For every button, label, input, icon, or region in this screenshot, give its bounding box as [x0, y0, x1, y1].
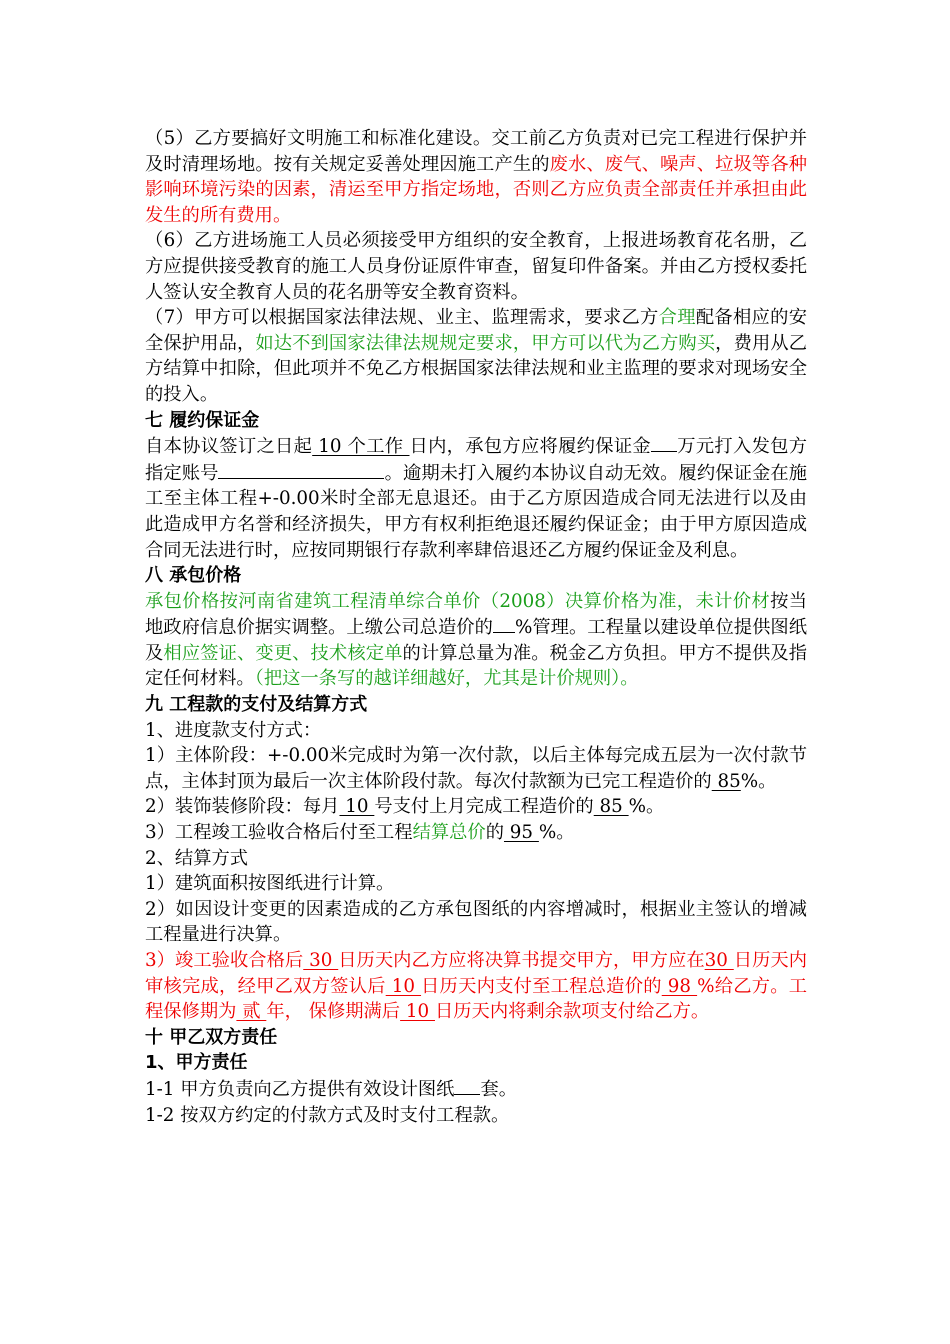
clause-5-text: （5）乙方要搞好文明施工和标准化建设。交工前乙方负责对已完工程进行保护并及时清理场地。按有关规定妥善处理因施工产生的	[145, 128, 807, 175]
s9-l2-value: 85	[711, 770, 741, 792]
section-10-subheading: 1、甲方责任	[145, 1052, 248, 1074]
clause-5-highlight: 废水、废气、噪声、垃圾等各种影响环境污染的因素，清运至甲方指定场地，否则乙方应负责全部责任并承担由此发生的所有费用。	[145, 153, 808, 226]
s9-line-1: 1、进度款支付方式：	[145, 719, 322, 741]
s9-r-text-6: 年， 保修期满后	[266, 1001, 401, 1023]
clause-7-green-1: 合理	[658, 307, 696, 329]
s9-l4-text: 3）工程竣工验收合格后付至工程	[145, 822, 413, 844]
s8-green-2: 未计价材	[695, 590, 771, 612]
clause-7-text-2: 配备相应的安全保护用品，	[145, 307, 808, 354]
s9-line-6: 1）建筑面积按图纸进行计算。	[145, 873, 395, 895]
s9-line-3	[145, 794, 807, 820]
s8-text-2: %管理。工程量以建设单位提供图纸及	[145, 617, 807, 664]
s9-l3-end: %。	[628, 796, 665, 818]
s9-line-8	[145, 948, 807, 1025]
s10-l1-text: 1-1 甲方负责向乙方提供有效设计图纸	[145, 1078, 455, 1100]
clause-7	[145, 305, 807, 407]
s9-r-text-4: 日历天内支付至工程总造价的	[421, 975, 662, 997]
clause-7-green-2: 如达不到国家法律法规规定要求，甲方可以代为乙方购买	[255, 332, 716, 354]
s8-green-4: （把这一条写的越详细越好，尤其是计价规则）。	[254, 668, 639, 690]
s8-text-3: 的计算总量为准。税金乙方负担。甲方不提供及指定任何材料。	[145, 642, 808, 690]
s8-green-1: 承包价格按河南省建筑工程清单综合单价（2008）决算价格为准，	[145, 590, 696, 612]
s9-l4-green: 结算总价	[412, 822, 486, 844]
clause-7-text: （7）甲方可以根据国家法律法规、业主、监理需求，要求乙方	[145, 307, 659, 329]
section-8-body	[145, 589, 807, 692]
clause-7-text-3: ，费用从乙方结算中扣除，但此项并不免乙方根据国家法律法规和业主监理的要求对现场安全的投入。	[145, 332, 808, 405]
s9-r-value-1: 30	[303, 950, 339, 971]
s9-l3-day: 10	[339, 796, 375, 818]
s9-l3-text-2: 号支付上月完成工程造价的	[374, 796, 594, 818]
document-body	[145, 126, 807, 1128]
s7-days-blank: 10 个工作	[312, 436, 410, 458]
section-7-heading: 七 履约保证金	[145, 409, 260, 431]
s7-text-2: 日内，承包方应将履约保证金	[409, 436, 651, 458]
s9-l3-value: 85	[593, 796, 629, 818]
s7-text-3: 万元打入发包方指定账号	[145, 436, 808, 484]
s9-l4-value: 95	[503, 822, 539, 844]
s9-l3-text: 2）装饰装修阶段：每月	[145, 796, 340, 818]
s9-r-text-7: 日历天内将剩余款项支付给乙方。	[434, 1001, 710, 1023]
s9-l2-text: 1）主体阶段：+-0.00米完成时为第一次付款，以后主体每完成五层为一次付款节点，主体封顶为最后一次主体阶段付款。每次付款额为已完工程造价的	[145, 745, 807, 792]
section-10-heading: 十 甲乙双方责任	[145, 1026, 278, 1048]
s8-text-1: 按当地政府信息价据实调整。上缴公司总造价的	[145, 590, 808, 639]
s9-r-text-5: %给乙方。工程保修期为	[145, 975, 808, 1023]
section-7-body	[145, 433, 807, 563]
s9-line-2	[145, 743, 807, 794]
s9-line-5: 2、结算方式	[145, 847, 249, 869]
clause-5	[145, 126, 807, 228]
section-9-heading: 九 工程款的支付及结算方式	[145, 694, 368, 716]
s10-line-2: 1-2 按双方约定的付款方式及时支付工程款。	[145, 1104, 510, 1126]
s7-text-4: 。逾期未打入履约本协议自动无效。履约保证金在施工至主体工程+-0.00米时全部无息退还。由于乙方原因造成合同无法进行以及由此造成甲方名誉和经济损失，甲方有权利拒绝退还履约保证金；由于甲方原因造成合同无法进行时，应按同期银行存款利率肆倍退还乙方履约保证金及利息。	[145, 462, 808, 561]
clause-6: （6）乙方进场施工人员必须接受甲方组织的安全教育，上报进场教育花名册，乙方应提供接受教育的施工人员身份证原件审查，留复印件备案。并由乙方授权委托人签认安全教育人员的花名册等安全教育资料。	[145, 230, 807, 303]
s9-r-text-1: 3）竣工验收合格后	[145, 950, 304, 971]
s10-drawings-blank	[454, 1076, 480, 1095]
s10-l1-end: 套。	[480, 1078, 518, 1100]
s9-r-value-4: 98	[661, 975, 698, 997]
s9-r-value-6: 10	[400, 1001, 435, 1023]
s9-r-value-2: 30	[704, 950, 734, 971]
s9-l4-end: %。	[538, 822, 575, 844]
s7-text-1: 自本协议签订之日起	[145, 436, 313, 458]
s9-l2-end: %。	[740, 770, 777, 792]
s7-amount-blank	[651, 433, 677, 452]
s7-account-blank	[218, 460, 384, 479]
s9-l4-text-2: 的	[485, 822, 504, 844]
s9-r-value-5: 贰	[236, 1001, 267, 1023]
s9-r-value-3: 10	[385, 975, 422, 997]
s10-line-1	[145, 1076, 807, 1103]
s8-green-3: 相应签证、变更、技术核定单	[163, 642, 403, 664]
s9-r-text-2: 日历天内乙方应将决算书提交甲方，甲方应在	[338, 950, 705, 971]
s9-line-4	[145, 820, 807, 846]
s9-line-7: 2）如因设计变更的因素造成的乙方承包图纸的内容增减时，根据业主签认的增减工程量进行决算。	[145, 898, 807, 946]
s9-r-text-3: 日历天内审核完成，经甲乙双方签认后	[145, 950, 808, 997]
section-8-heading: 八 承包价格	[145, 565, 242, 587]
s8-percent-blank	[493, 614, 515, 633]
